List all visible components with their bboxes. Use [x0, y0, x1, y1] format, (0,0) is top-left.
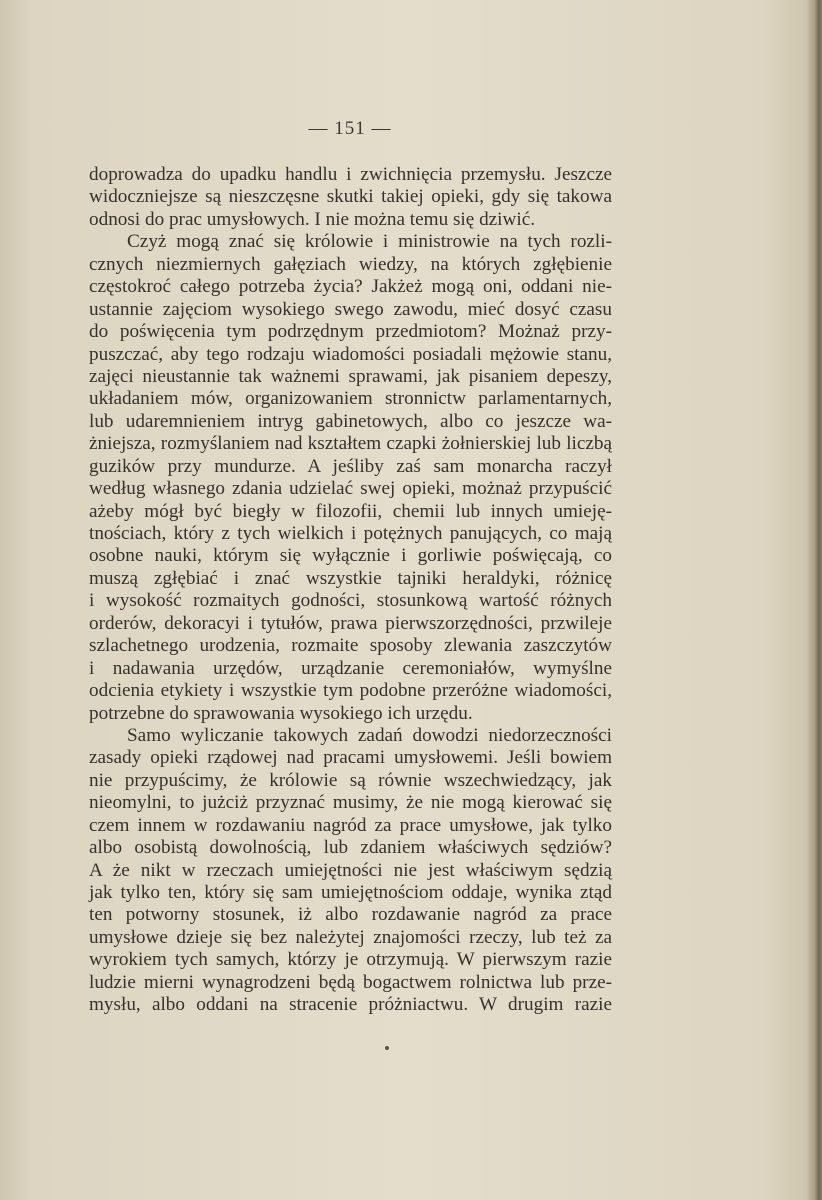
ink-speck — [385, 1046, 389, 1050]
text-line: nie przypuścimy, że królowie są równie wszechwiedzący, jak — [89, 769, 612, 791]
text-line: ażeby mógł być biegły w filozofii, chemii lub innych umieję- — [89, 500, 612, 522]
text-line: doprowadza do upadku handlu i zwichnięcia przemysłu. Jeszcze — [89, 164, 612, 185]
text-line: osobne nauki, którym się wyłącznie i gorliwie poświęcają, co — [89, 545, 612, 567]
text-line: żniejsza, rozmyślaniem nad kształtem czapki żołnierskiej lub liczbą — [89, 433, 612, 455]
text-line: A że nikt w rzeczach umiejętności nie jest właściwym sędzią — [89, 859, 612, 881]
text-line: albo osobistą dowolnością, lub zdaniem właściwych sędziów? — [89, 837, 612, 859]
page-number: — 151 — — [308, 118, 392, 139]
text-line: lub udaremnieniem intryg gabinetowych, albo co jeszcze wa- — [89, 410, 612, 432]
text-line: wyrokiem tych samych, którzy je otrzymują. W pierwszym razie — [89, 949, 612, 971]
text-line: muszą zgłębiać i znać wszystkie tajniki heraldyki, różnicę — [89, 567, 612, 589]
text-line: potrzebne do sprawowania wysokiego ich urzędu. — [89, 702, 473, 724]
text-line: odcienia etykiety i wszystkie tym podobne przeróżne wiadomości, — [89, 680, 612, 702]
text-line: czem innem w rozdawaniu nagród za prace umysłowe, jak tylko — [89, 814, 612, 836]
text-line: szlachetnego urodzenia, rozmaite sposoby zlewania zaszczytów — [89, 635, 612, 657]
text-line: nieomylni, to jużciż przyznać musimy, że nie mogą kierować się — [89, 792, 612, 814]
text-line: puszczać, aby tego rodzaju wiadomości posiadali mężowie stanu, — [89, 343, 612, 365]
text-line: według własnego zdania udzielać swej opieki, możnaż przypuścić — [89, 478, 612, 500]
text-line: odnosi do prac umysłowych. I nie można temu się dziwić. — [89, 208, 536, 230]
text-line: i wysokość rozmaitych godności, stosunkową wartość różnych — [89, 590, 612, 612]
text-line: Samo wyliczanie takowych zadań dowodzi niedorzeczności — [127, 724, 612, 746]
text-line: ludzie mierni wynagrodzeni będą bogactwem rolnictwa lub prze- — [89, 971, 612, 993]
body-text — [89, 164, 612, 1017]
text-line: zajęci nieustannie tak ważnemi sprawami, jak pisaniem depeszy, — [89, 365, 612, 387]
text-line: umysłowe dzieje się bez należytej znajomości rzeczy, lub też za — [89, 926, 612, 948]
page-edge-shadow — [806, 0, 822, 1200]
text-line: tnościach, który z tych wielkich i potężnych panujących, co mają — [89, 523, 612, 544]
text-line: mysłu, albo oddani na stracenie próżniactwu. W drugim razie — [89, 994, 612, 1016]
text-line: cznych niezmiernych gałęziach wiedzy, na których zgłębienie — [89, 253, 612, 275]
text-line: częstokroć całego potrzeba życia? Jakżeż mogą oni, oddani nie- — [89, 276, 612, 298]
text-line: do poświęcenia tym podrzędnym przedmiotom? Możnaż przy- — [89, 321, 612, 343]
text-line: układaniem mów, organizowaniem stronnictw parlamentarnych, — [89, 388, 612, 410]
text-line: ustannie zajęciom wysokiego swego zawodu, mieć dosyć czasu — [89, 298, 612, 320]
text-line: ten potworny stosunek, iż albo rozdawanie nagród za prace — [89, 904, 612, 926]
text-line: guzików przy mundurze. A jeśliby zaś sam monarcha raczył — [89, 455, 612, 477]
text-line: zasady opieki rządowej nad pracami umysłowemi. Jeśli bowiem — [89, 747, 612, 769]
text-line: i nadawania urzędów, urządzanie ceremoniałów, wymyślne — [89, 657, 612, 679]
text-line: Czyż mogą znać się królowie i ministrowie na tych rozli- — [127, 231, 612, 253]
text-line: widoczniejsze są nieszczęsne skutki takiej opieki, gdy się takowa — [89, 186, 612, 208]
text-line: orderów, dekoracyi i tytułów, prawa pierwszorzędności, przwileje — [89, 612, 612, 634]
text-line: jak tylko ten, który się sam umiejętnościom oddaje, wynika ztąd — [89, 882, 612, 903]
